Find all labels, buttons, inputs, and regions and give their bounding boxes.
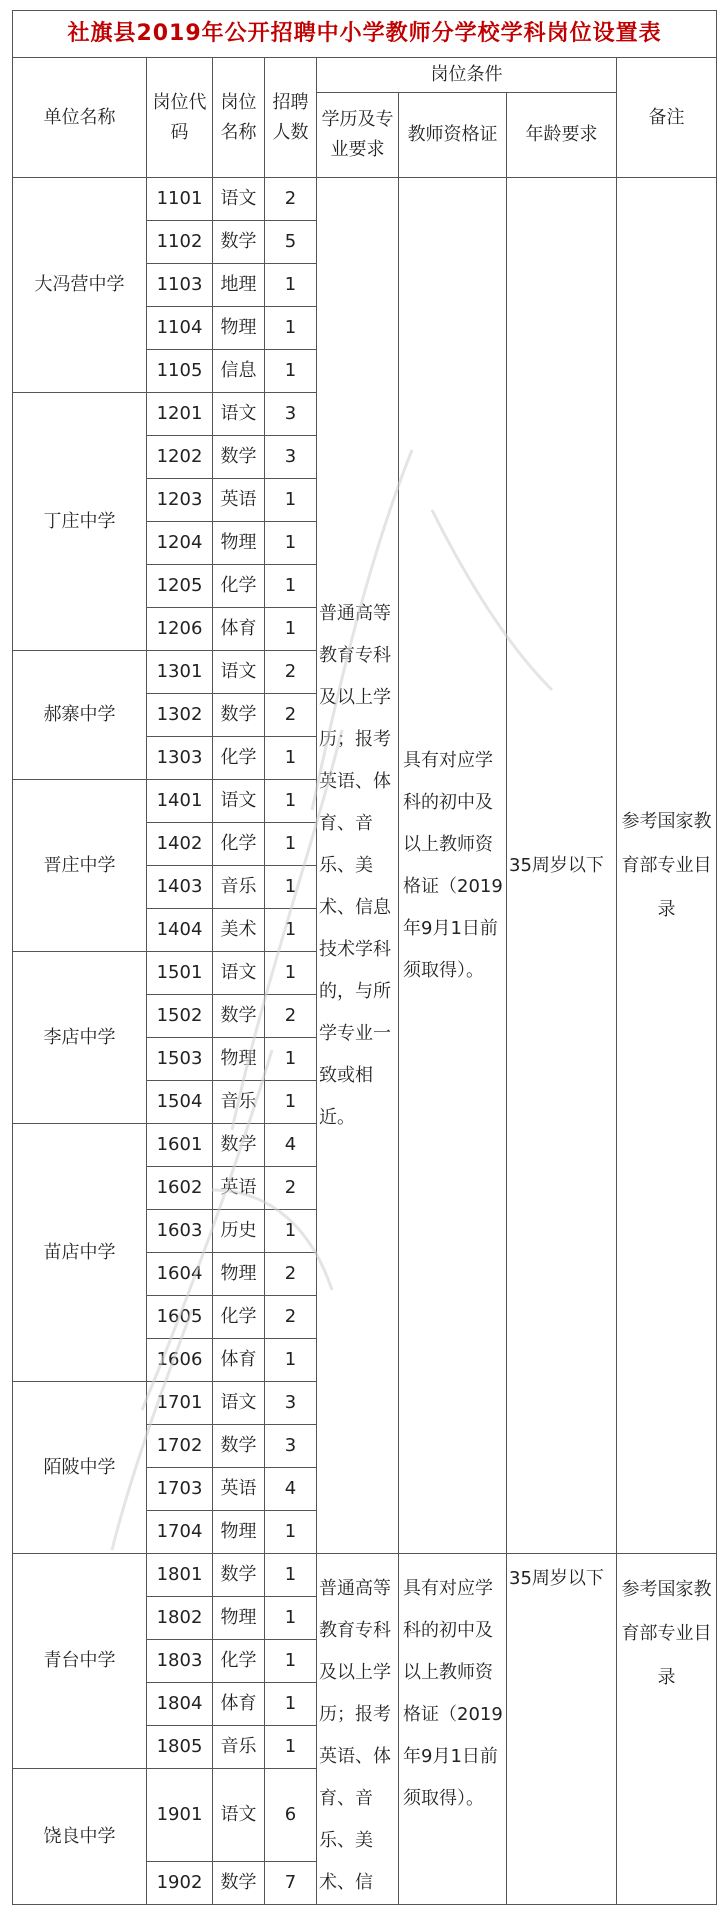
cell-post: 数学 [213, 1862, 265, 1905]
cell-count: 1 [265, 866, 317, 909]
cell-post: 历史 [213, 1210, 265, 1253]
group2-edu: 普通高等教育专科及以上学历；报考英语、体育、音乐、美术、信 [317, 1554, 399, 1905]
cell-count: 2 [265, 1253, 317, 1296]
cell-code: 1203 [147, 479, 213, 522]
group2-age: 35周岁以下 [507, 1554, 617, 1905]
unit-name: 陌陂中学 [13, 1382, 147, 1554]
position-table [12, 10, 717, 1905]
cell-code: 1704 [147, 1511, 213, 1554]
cell-post: 物理 [213, 307, 265, 350]
header-conditions: 岗位条件 [317, 58, 617, 93]
cell-code: 1502 [147, 995, 213, 1038]
cell-code: 1205 [147, 565, 213, 608]
header-count: 招聘人数 [265, 58, 317, 178]
cell-count: 1 [265, 1683, 317, 1726]
cell-code: 1606 [147, 1339, 213, 1382]
cell-count: 1 [265, 1726, 317, 1769]
cell-post: 数学 [213, 221, 265, 264]
cell-code: 1301 [147, 651, 213, 694]
cell-post: 语文 [213, 393, 265, 436]
cell-code: 1804 [147, 1683, 213, 1726]
cell-post: 数学 [213, 1425, 265, 1468]
cell-code: 1201 [147, 393, 213, 436]
header-note: 备注 [617, 58, 717, 178]
unit-name: 晋庄中学 [13, 780, 147, 952]
group2-cert: 具有对应学科的初中及以上教师资格证（2019年9月1日前须取得）。 [399, 1554, 507, 1905]
cell-post: 语文 [213, 1382, 265, 1425]
cell-code: 1503 [147, 1038, 213, 1081]
unit-name: 李店中学 [13, 952, 147, 1124]
table-row [13, 178, 717, 221]
cell-count: 3 [265, 1425, 317, 1468]
cell-count: 1 [265, 565, 317, 608]
cell-count: 1 [265, 307, 317, 350]
cell-code: 1504 [147, 1081, 213, 1124]
cell-count: 1 [265, 1597, 317, 1640]
cell-post: 英语 [213, 1167, 265, 1210]
cell-count: 1 [265, 1640, 317, 1683]
header-post: 岗位名称 [213, 58, 265, 178]
cell-count: 3 [265, 436, 317, 479]
cell-count: 2 [265, 178, 317, 221]
cell-post: 物理 [213, 1511, 265, 1554]
cell-code: 1101 [147, 178, 213, 221]
cell-code: 1206 [147, 608, 213, 651]
cell-post: 化学 [213, 565, 265, 608]
cell-code: 1604 [147, 1253, 213, 1296]
cell-count: 1 [265, 608, 317, 651]
cell-count: 1 [265, 1339, 317, 1382]
cell-post: 物理 [213, 1253, 265, 1296]
cell-code: 1403 [147, 866, 213, 909]
cell-code: 1605 [147, 1296, 213, 1339]
cell-count: 1 [265, 909, 317, 952]
cell-post: 数学 [213, 995, 265, 1038]
cell-code: 1105 [147, 350, 213, 393]
cell-post: 数学 [213, 694, 265, 737]
cell-post: 化学 [213, 737, 265, 780]
cell-count: 1 [265, 1210, 317, 1253]
cell-code: 1702 [147, 1425, 213, 1468]
table-title: 社旗县2019年公开招聘中小学教师分学校学科岗位设置表 [13, 11, 717, 58]
cell-count: 1 [265, 952, 317, 995]
group1-cert: 具有对应学科的初中及以上教师资格证（2019年9月1日前须取得）。 [399, 178, 507, 1554]
cell-post: 数学 [213, 1124, 265, 1167]
cell-count: 1 [265, 1081, 317, 1124]
cell-count: 5 [265, 221, 317, 264]
cell-post: 美术 [213, 909, 265, 952]
cell-count: 1 [265, 1554, 317, 1597]
cell-count: 2 [265, 694, 317, 737]
cell-post: 语文 [213, 178, 265, 221]
cell-count: 1 [265, 1038, 317, 1081]
cell-post: 英语 [213, 479, 265, 522]
cell-code: 1802 [147, 1597, 213, 1640]
cell-count: 2 [265, 651, 317, 694]
cell-post: 物理 [213, 522, 265, 565]
cell-count: 1 [265, 264, 317, 307]
cell-post: 音乐 [213, 1081, 265, 1124]
table-row [13, 1554, 717, 1597]
unit-name: 青台中学 [13, 1554, 147, 1769]
cell-code: 1603 [147, 1210, 213, 1253]
group1-age: 35周岁以下 [507, 178, 617, 1554]
cell-count: 2 [265, 1296, 317, 1339]
cell-post: 体育 [213, 1339, 265, 1382]
group1-note: 参考国家教育部专业目录 [617, 178, 717, 1554]
cell-post: 英语 [213, 1468, 265, 1511]
header-unit: 单位名称 [13, 58, 147, 178]
cell-count: 3 [265, 1382, 317, 1425]
cell-post: 体育 [213, 1683, 265, 1726]
cell-post: 语文 [213, 780, 265, 823]
cell-count: 3 [265, 393, 317, 436]
cell-count: 7 [265, 1862, 317, 1905]
cell-code: 1204 [147, 522, 213, 565]
cell-count: 1 [265, 1511, 317, 1554]
cell-code: 1104 [147, 307, 213, 350]
cell-post: 化学 [213, 1296, 265, 1339]
cell-code: 1202 [147, 436, 213, 479]
cell-post: 语文 [213, 1769, 265, 1862]
cell-code: 1303 [147, 737, 213, 780]
cell-count: 1 [265, 350, 317, 393]
group1-edu: 普通高等教育专科及以上学历；报考英语、体育、音乐、美术、信息技术学科的，与所学专业一致或相近。 [317, 178, 399, 1554]
cell-post: 数学 [213, 1554, 265, 1597]
header-age: 年龄要求 [507, 93, 617, 178]
cell-code: 1302 [147, 694, 213, 737]
cell-count: 1 [265, 522, 317, 565]
cell-post: 语文 [213, 952, 265, 995]
cell-count: 4 [265, 1468, 317, 1511]
cell-code: 1801 [147, 1554, 213, 1597]
header-edu: 学历及专业要求 [317, 93, 399, 178]
cell-count: 4 [265, 1124, 317, 1167]
cell-post: 物理 [213, 1597, 265, 1640]
cell-code: 1902 [147, 1862, 213, 1905]
cell-post: 体育 [213, 608, 265, 651]
unit-name: 丁庄中学 [13, 393, 147, 651]
cell-code: 1901 [147, 1769, 213, 1862]
unit-name: 苗店中学 [13, 1124, 147, 1382]
unit-name: 郝寨中学 [13, 651, 147, 780]
cell-count: 1 [265, 823, 317, 866]
cell-count: 2 [265, 995, 317, 1038]
cell-post: 物理 [213, 1038, 265, 1081]
cell-code: 1501 [147, 952, 213, 995]
header-cert: 教师资格证 [399, 93, 507, 178]
recruitment-table-sheet [12, 10, 716, 1905]
cell-post: 音乐 [213, 1726, 265, 1769]
cell-count: 1 [265, 780, 317, 823]
cell-post: 信息 [213, 350, 265, 393]
cell-count: 2 [265, 1167, 317, 1210]
cell-code: 1601 [147, 1124, 213, 1167]
cell-post: 语文 [213, 651, 265, 694]
cell-code: 1103 [147, 264, 213, 307]
cell-post: 化学 [213, 823, 265, 866]
cell-count: 1 [265, 479, 317, 522]
cell-code: 1803 [147, 1640, 213, 1683]
group2-note: 参考国家教育部专业目录 [617, 1554, 717, 1905]
cell-post: 音乐 [213, 866, 265, 909]
unit-name: 饶良中学 [13, 1769, 147, 1905]
cell-count: 1 [265, 737, 317, 780]
header-code: 岗位代码 [147, 58, 213, 178]
cell-count: 6 [265, 1769, 317, 1862]
unit-name: 大冯营中学 [13, 178, 147, 393]
cell-post: 化学 [213, 1640, 265, 1683]
cell-code: 1602 [147, 1167, 213, 1210]
cell-code: 1404 [147, 909, 213, 952]
cell-code: 1102 [147, 221, 213, 264]
cell-code: 1701 [147, 1382, 213, 1425]
cell-post: 数学 [213, 436, 265, 479]
cell-code: 1703 [147, 1468, 213, 1511]
cell-code: 1402 [147, 823, 213, 866]
cell-code: 1401 [147, 780, 213, 823]
cell-post: 地理 [213, 264, 265, 307]
cell-code: 1805 [147, 1726, 213, 1769]
